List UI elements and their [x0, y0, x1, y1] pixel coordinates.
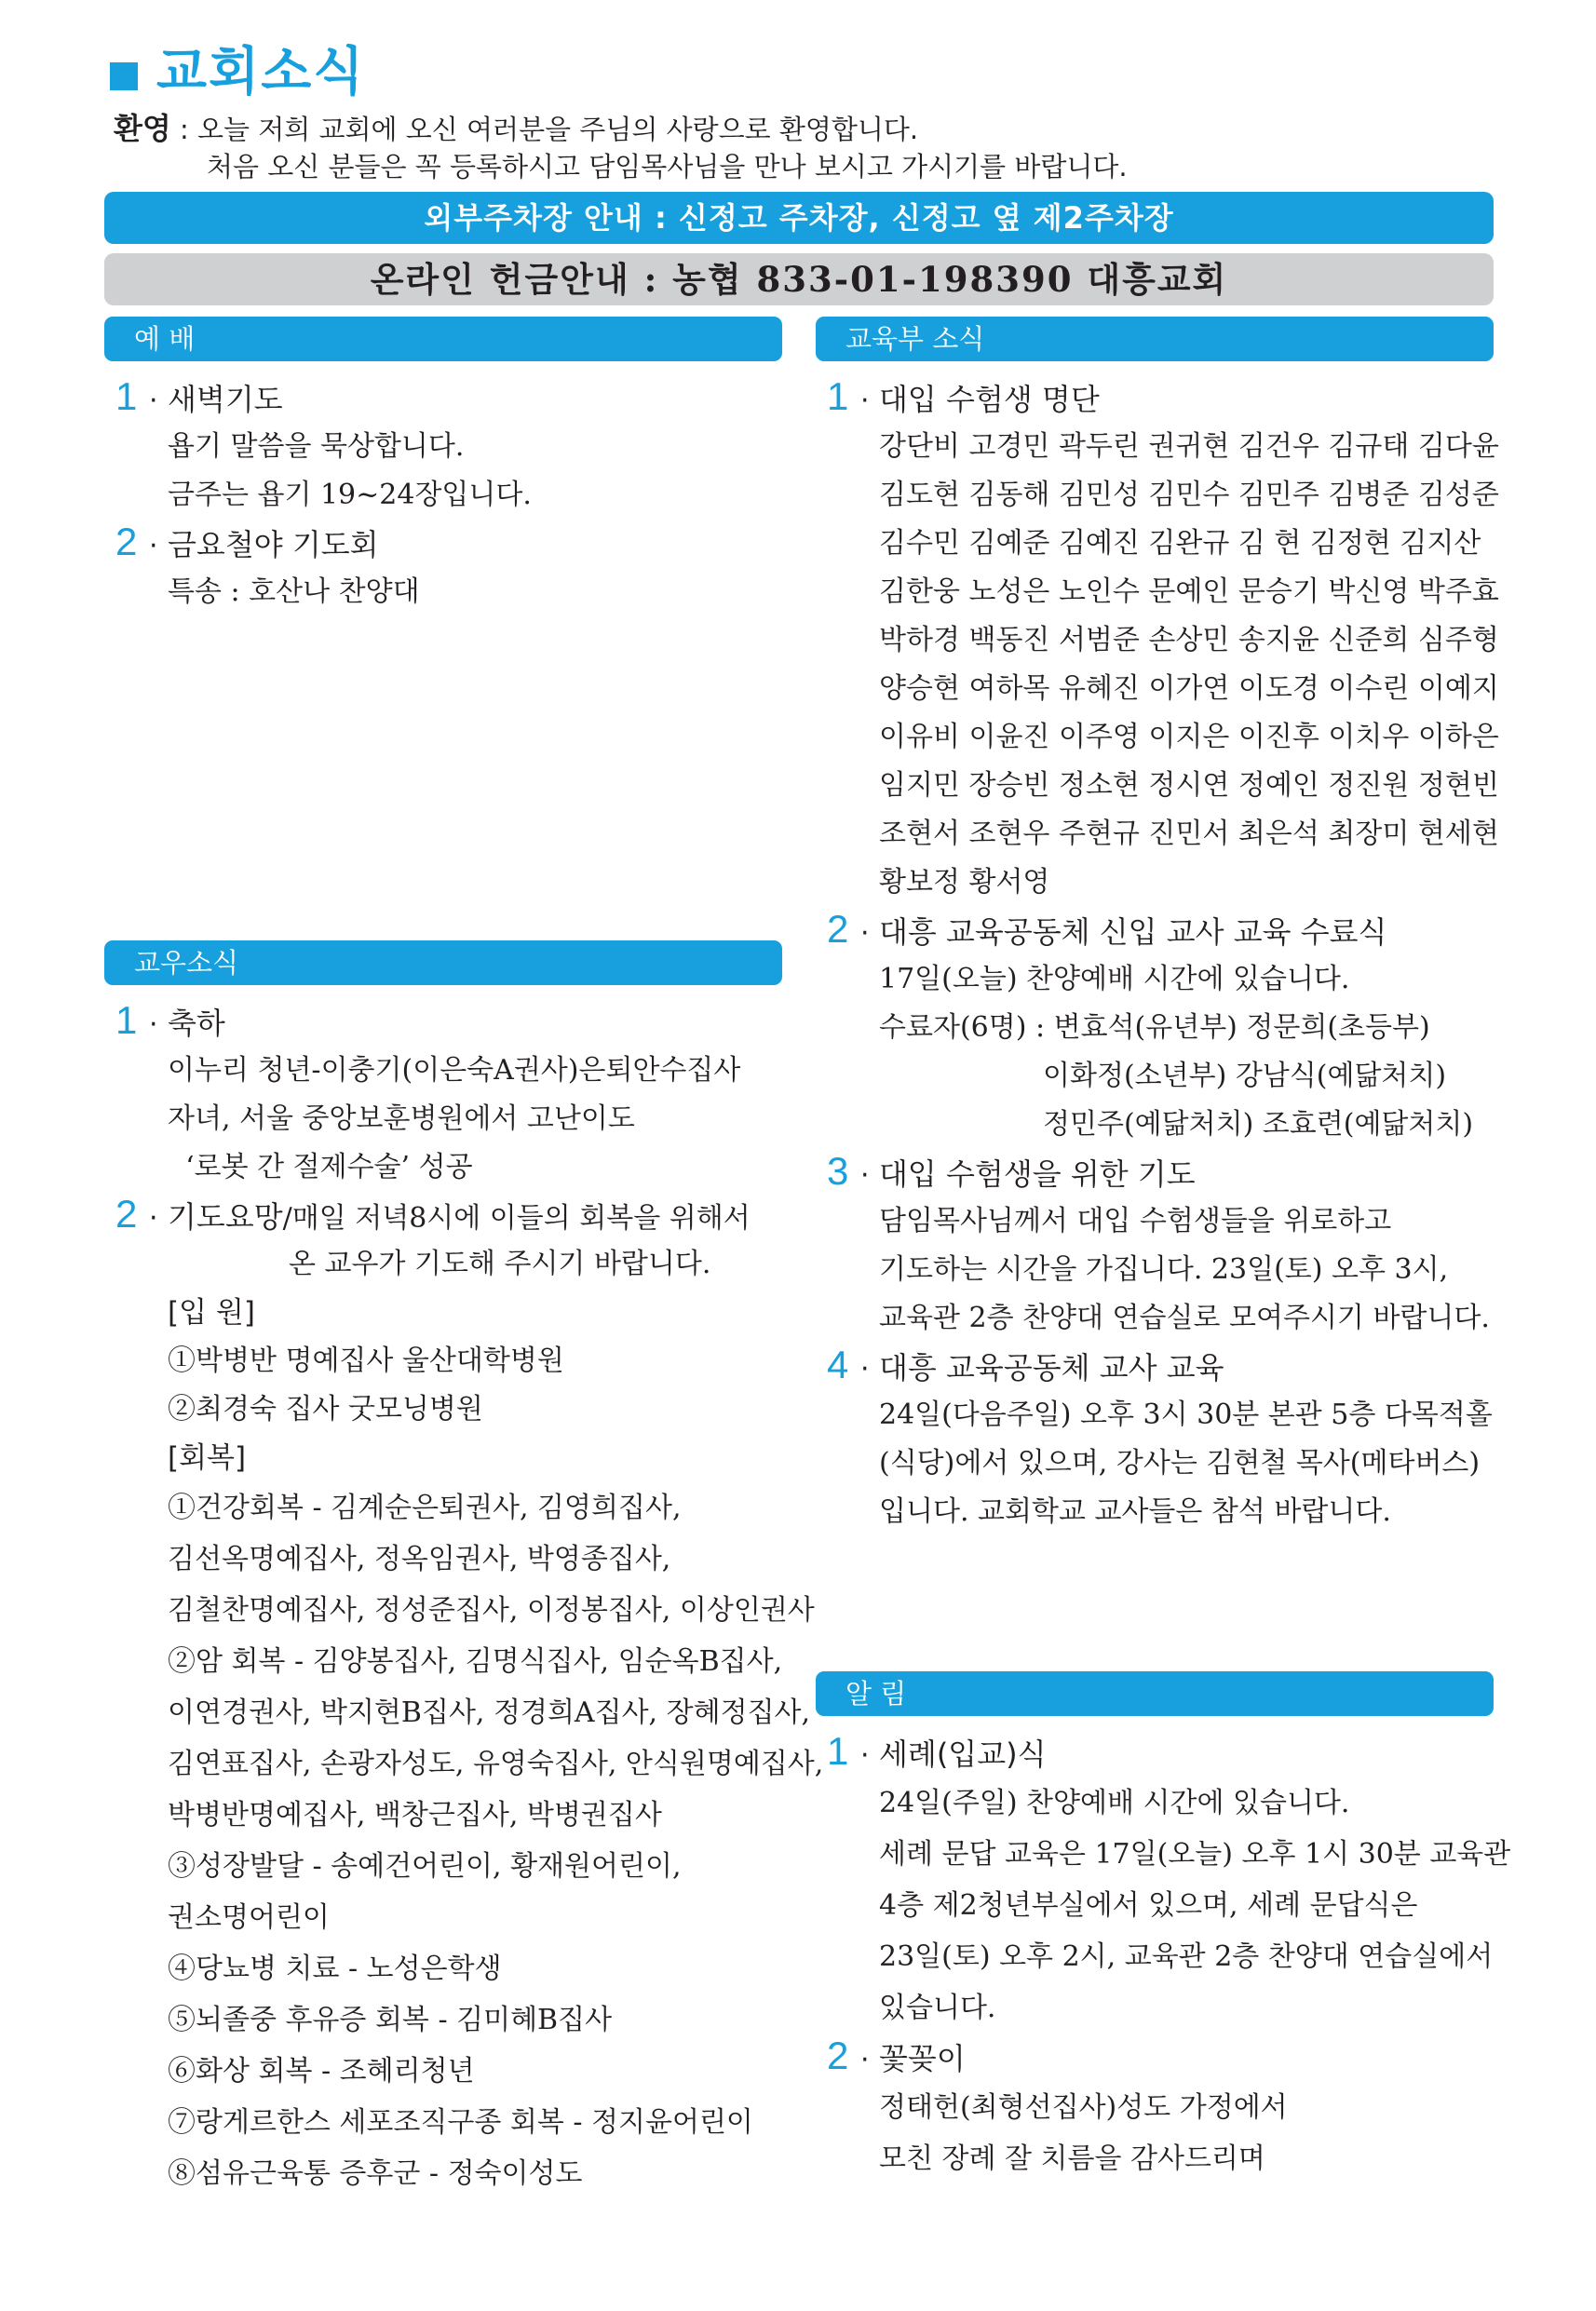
text-line: 양승현 여하목 유혜진 이가연 이도경 이수린 이예지 [879, 672, 1499, 705]
item-number: 2 [115, 1192, 138, 1236]
item-title: 금요철야 기도회 [168, 527, 379, 562]
text-line: 김철찬명예집사, 정성준집사, 이정봉집사, 이상인권사 [168, 1594, 815, 1627]
item-number: 1 [115, 374, 138, 418]
item-number: 1 [827, 374, 849, 418]
text-line: 정민주(예닮처치) 조효련(예닮처치) [1043, 1108, 1474, 1141]
item-title: 대입 수험생을 위한 기도 [879, 1156, 1196, 1192]
text-line: 조현서 조현우 주현규 진민서 최은석 최장미 현세현 [879, 818, 1499, 850]
item-title: 새벽기도 [168, 382, 283, 417]
text-line: 24일(다음주일) 오후 3시 30분 본관 5층 다목적홀 [879, 1399, 1493, 1431]
education-item-2 [827, 907, 1494, 952]
item-title-suffix: /매일 저녁8시에 이들의 회복을 위해서 [282, 1202, 751, 1235]
item-title: 기도요망 [168, 1199, 283, 1235]
text-line: ‘로봇 간 절제수술’ 성공 [168, 1151, 473, 1183]
members-item-2 [115, 1192, 782, 1237]
item-dot: · [860, 2044, 870, 2076]
text-line: 입니다. 교회학교 교사들은 참석 바랍니다. [879, 1495, 1391, 1528]
worship-item-2 [115, 520, 782, 564]
item-dot: · [860, 917, 870, 950]
education-item-1 [827, 374, 1494, 419]
text-line: ②암 회복 - 김양봉집사, 김명식집사, 임순옥B집사, [168, 1645, 783, 1678]
notice-item-2 [827, 2034, 1494, 2078]
worship-item-1 [115, 374, 782, 419]
welcome-label: 환영 [114, 111, 171, 146]
text-line: 자녀, 서울 중앙보훈병원에서 고난이도 [168, 1102, 635, 1135]
item-number: 3 [827, 1149, 849, 1193]
welcome-line-2: 처음 오신 분들은 꼭 등록하시고 담임목사님을 만나 보시고 가시기를 바랍니다. [207, 151, 1128, 182]
text-line: 욥기 말씀을 묵상합니다. [168, 430, 465, 463]
text-line: ⑧섬유근육통 증후군 - 정숙이성도 [168, 2157, 583, 2190]
item-dot: · [149, 1202, 158, 1235]
text-line: 4층 제2청년부실에서 있으며, 세례 문답식은 [879, 1889, 1418, 1922]
text-line: 이누리 청년-이충기(이은숙A권사)은퇴안수집사 [168, 1054, 741, 1087]
text-line: 이화정(소년부) 강남식(예닮처치) [1043, 1060, 1447, 1092]
text-line: ①건강회복 - 김계순은퇴권사, 김영희집사, [168, 1492, 682, 1524]
education-item-4 [827, 1343, 1494, 1387]
item-title: 축하 [168, 1006, 225, 1041]
item-dot: · [860, 1353, 870, 1385]
text-line: 있습니다. [879, 1992, 996, 2024]
text-line: 금주는 욥기 19~24장입니다. [168, 479, 532, 511]
text-line: ⑦랑게르한스 세포조직구종 회복 - 정지윤어린이 [168, 2106, 753, 2139]
text-line: ②최경숙 집사 굿모닝병원 [168, 1393, 483, 1426]
text-line: ①박병반 명예집사 울산대학병원 [168, 1345, 564, 1377]
text-line: 17일(오늘) 찬양예배 시간에 있습니다. [879, 963, 1350, 995]
item-dot: · [860, 385, 870, 417]
item-title: 대흥 교육공동체 교사 교육 [879, 1350, 1224, 1385]
item-number: 1 [115, 998, 138, 1042]
notice-tab: 알 림 [816, 1671, 1494, 1716]
square-bullet-icon [110, 62, 138, 90]
text-line: 박병반명예집사, 백창근집사, 박병권집사 [168, 1799, 662, 1831]
hospital-label: [입 원] [168, 1296, 255, 1330]
text-line: 수료자(6명) : 변효석(유년부) 정문희(초등부) [879, 1011, 1430, 1044]
text-line: 권소명어린이 [168, 1901, 330, 1934]
parking-info-bar: 외부주차장 안내 : 신정고 주차장, 신정고 옆 제2주차장 [104, 192, 1494, 244]
text-line: (식당)에서 있으며, 강사는 김현철 목사(메타버스) [879, 1447, 1481, 1480]
item-number: 2 [115, 520, 138, 563]
text-line: ⑤뇌졸중 후유증 회복 - 김미혜B집사 [168, 2004, 613, 2036]
text-line: 정태헌(최형선집사)성도 가정에서 [879, 2091, 1288, 2124]
text-line: 임지민 장승빈 정소현 정시연 정예인 정진원 정현빈 [879, 769, 1499, 802]
text-line: ⑥화상 회복 - 조혜리청년 [168, 2055, 475, 2088]
text-line: 김한웅 노성은 노인수 문예인 문승기 박신영 박주효 [879, 575, 1499, 608]
text-line: 온 교우가 기도해 주시기 바랍니다. [289, 1248, 711, 1280]
notice-section [827, 1729, 1511, 2184]
text-line: 특송 : 호산나 찬양대 [168, 575, 420, 608]
text-line: 교육관 2층 찬양대 연습실로 모여주시기 바랍니다. [879, 1302, 1490, 1334]
text-line: 모친 장례 잘 치름을 감사드리며 [879, 2142, 1265, 2175]
text-line: 이유비 이윤진 이주영 이지은 이진후 이치우 이하은 [879, 721, 1499, 753]
page-title: 교회소식 [156, 42, 366, 102]
item-number: 4 [827, 1343, 849, 1386]
members-section [115, 998, 824, 2199]
section-header [110, 43, 365, 102]
education-item-3 [827, 1149, 1494, 1194]
item-number: 1 [827, 1729, 849, 1773]
text-line: 담임목사님께서 대입 수험생들을 위로하고 [879, 1205, 1392, 1237]
item-dot: · [149, 1008, 158, 1041]
text-line: 김도현 김동해 김민성 김민수 김민주 김병준 김성준 [879, 479, 1499, 511]
text-line: 기도하는 시간을 가집니다. 23일(토) 오후 3시, [879, 1253, 1449, 1286]
online-offering-bar: 온라인 헌금안내 : 농협 833-01-198390 대흥교회 [104, 253, 1494, 305]
education-section [827, 374, 1499, 1536]
item-dot: · [860, 1159, 870, 1192]
item-number: 2 [827, 907, 849, 951]
item-title: 세례(입교)식 [879, 1737, 1047, 1772]
worship-section [115, 374, 782, 616]
item-title: 꽃꽂이 [879, 2041, 966, 2076]
notice-item-1 [827, 1729, 1494, 1774]
recovery-label: [회복] [168, 1441, 247, 1475]
text-line: 세례 문답 교육은 17일(오늘) 오후 1시 30분 교육관 [879, 1838, 1511, 1871]
members-tab: 교우소식 [104, 940, 782, 985]
text-line: 23일(토) 오후 2시, 교육관 2층 찬양대 연습실에서 [879, 1940, 1494, 1973]
item-title: 대입 수험생 명단 [879, 382, 1100, 417]
text-line: 이연경권사, 박지현B집사, 정경희A집사, 장혜정집사, [168, 1696, 811, 1729]
worship-tab: 예 배 [104, 317, 782, 361]
text-line: 황보정 황서영 [879, 866, 1050, 899]
welcome-message [114, 110, 1128, 185]
text-line: 박하경 백동진 서범준 손상민 송지윤 신준희 심주형 [879, 624, 1499, 656]
members-item-1 [115, 998, 782, 1043]
item-dot: · [149, 385, 158, 417]
text-line: 김연표집사, 손광자성도, 유영숙집사, 안식원명예집사, [168, 1748, 824, 1780]
text-line: 김수민 김예준 김예진 김완규 김 현 김정현 김지산 [879, 527, 1481, 560]
text-line: ③성장발달 - 송예건어린이, 황재원어린이, [168, 1850, 682, 1883]
item-title: 대흥 교육공동체 신입 교사 교육 수료식 [879, 914, 1387, 950]
education-tab: 교육부 소식 [816, 317, 1494, 361]
text-line: 24일(주일) 찬양예배 시간에 있습니다. [879, 1787, 1350, 1819]
item-number: 2 [827, 2034, 849, 2077]
text-line: 김선옥명예집사, 정옥임권사, 박영종집사, [168, 1543, 671, 1575]
text-line: 강단비 고경민 곽두린 권귀현 김건우 김규태 김다윤 [879, 430, 1499, 463]
welcome-line-1: : 오늘 저희 교회에 오신 여러분을 주님의 사랑으로 환영합니다. [180, 114, 919, 145]
item-dot: · [149, 530, 158, 562]
text-line: ④당뇨병 치료 - 노성은학생 [168, 1953, 502, 1985]
item-dot: · [860, 1739, 870, 1772]
